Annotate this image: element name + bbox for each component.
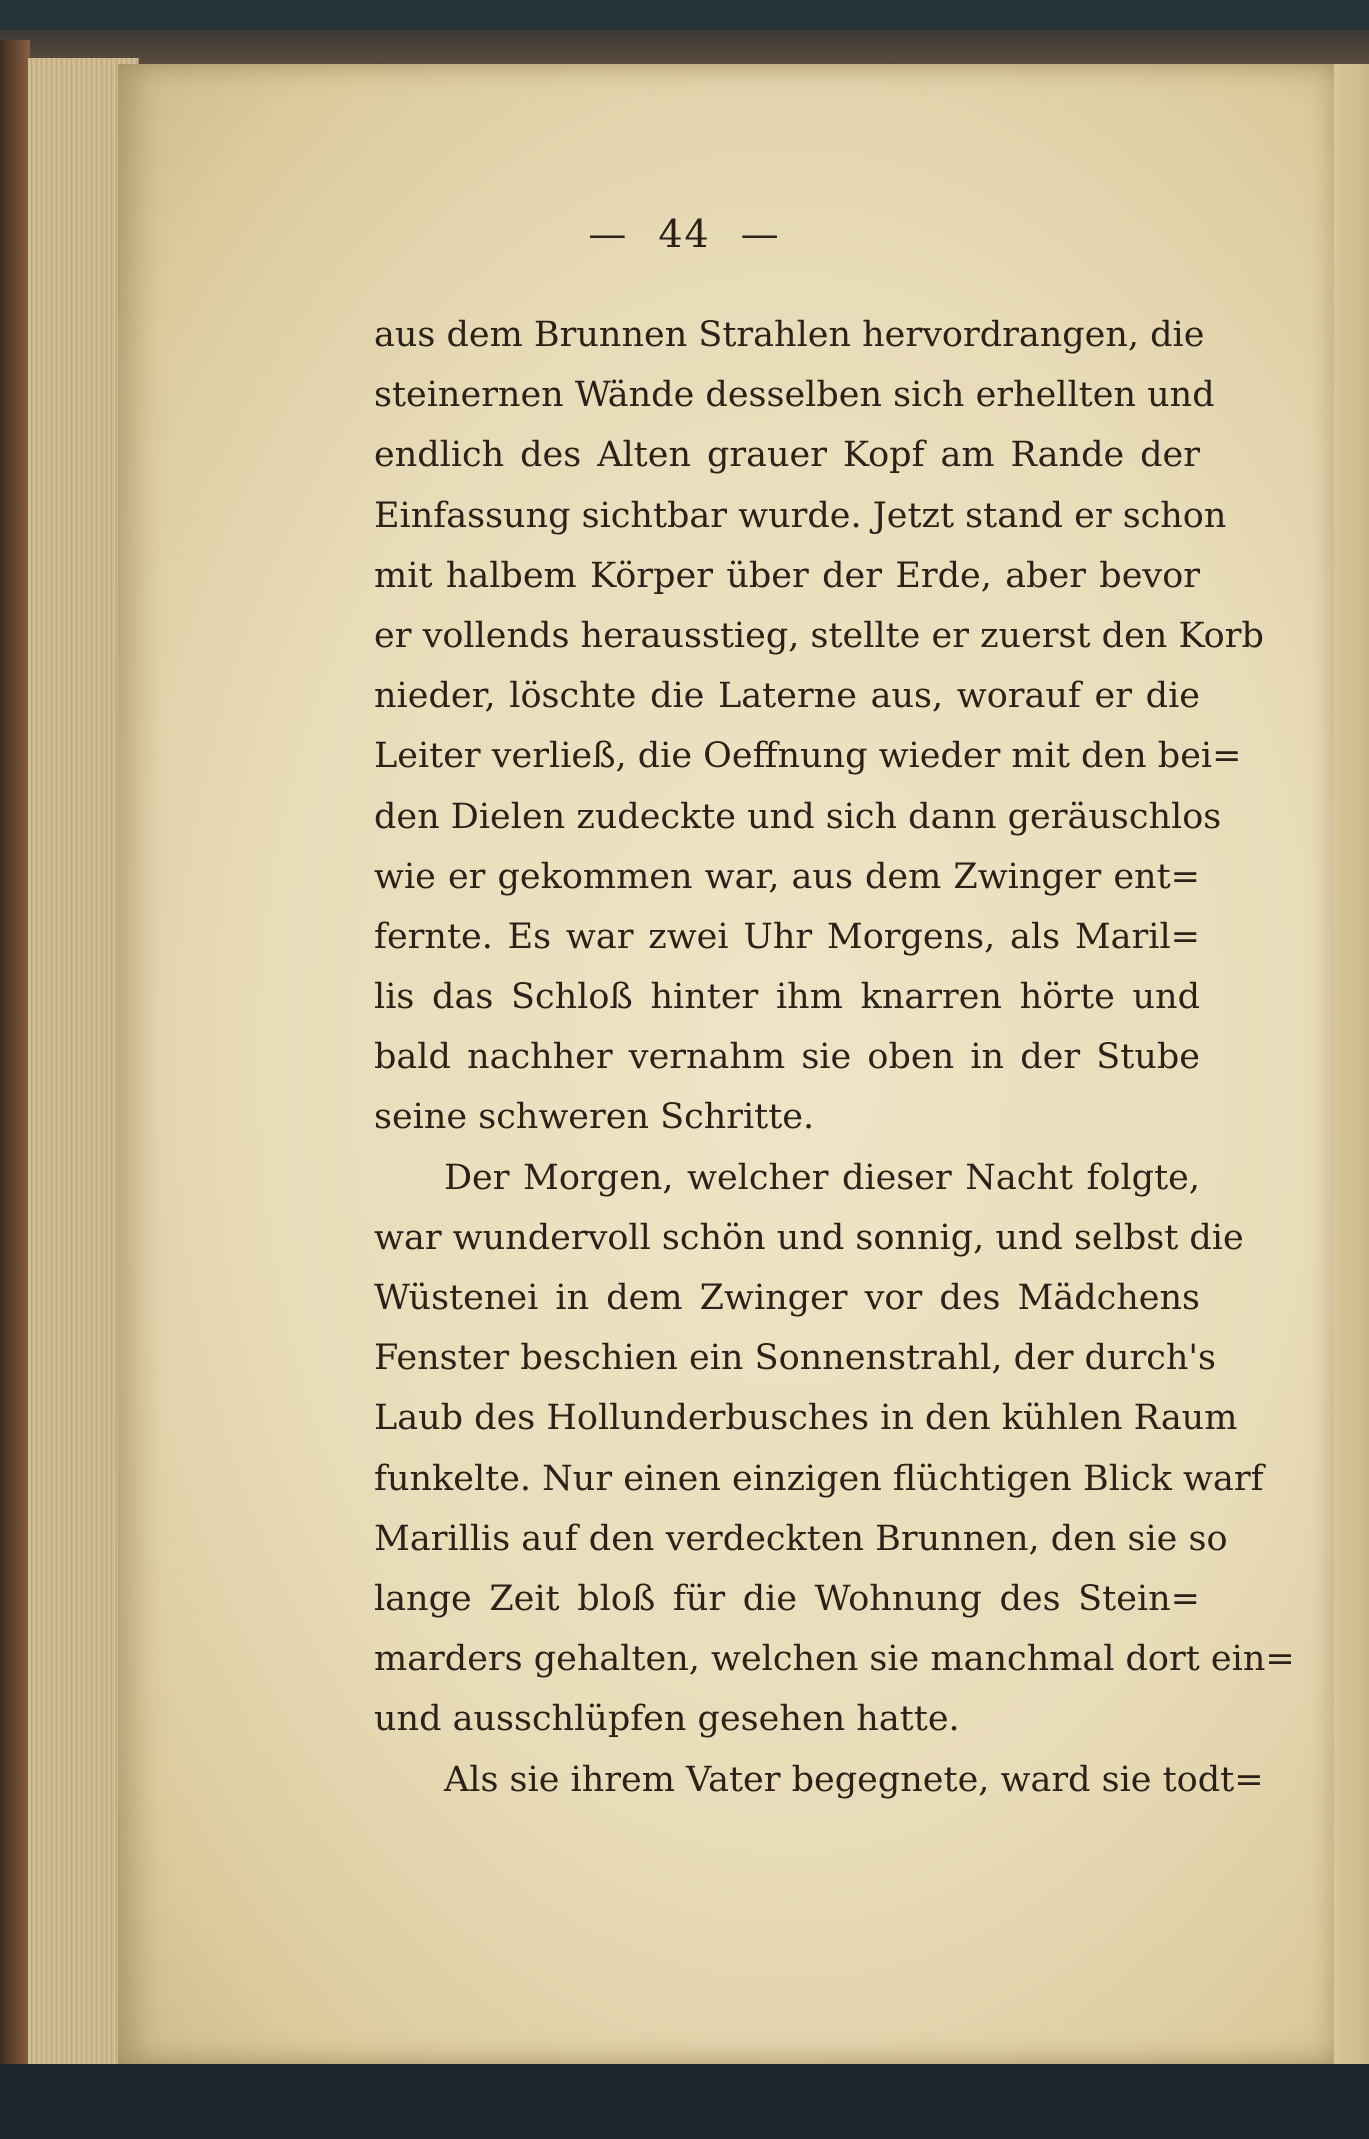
text-line: und ausschlüpfen gesehen hatte.	[374, 1699, 960, 1740]
text-line: aus dem Brunnen Strahlen hervordrangen, die	[374, 315, 1205, 355]
page-number-dash-left: —	[588, 212, 629, 256]
text-line: mit halbem Körper über der Erde, aber bevor	[374, 555, 1200, 596]
book-cover-left-edge	[0, 40, 30, 2080]
facing-page-edge	[1334, 64, 1369, 2064]
text-line: endlich des Alten grauer Kopf am Rande der	[374, 435, 1200, 476]
text-line: lange Zeit bloß für die Wohnung des Stein=	[374, 1578, 1200, 1619]
text-line: er vollends herausstieg, stellte er zuerst den Korb	[374, 615, 1264, 656]
text-line: lis das Schloß hinter ihm knarren hörte und	[374, 977, 1200, 1018]
page-number-dash-right: —	[740, 212, 781, 256]
page-number: 44	[658, 212, 711, 256]
body-text	[374, 305, 1295, 1810]
text-line: war wundervoll schön und sonnig, und selbst die	[374, 1217, 1244, 1258]
text-line: Einfassung sichtbar wurde. Jetzt stand er schon	[374, 495, 1227, 536]
paragraph-1	[374, 305, 1264, 1148]
page-header	[0, 212, 1369, 256]
paragraph-2	[374, 1148, 1295, 1750]
text-line: bald nachher vernahm sie oben in der Stube	[374, 1037, 1200, 1078]
text-line: wie er gekommen war, aus dem Zwinger ent=	[374, 856, 1200, 897]
text-line: den Dielen zudeckte und sich dann geräuschlos	[374, 796, 1222, 837]
text-line: Leiter verließ, die Oeffnung wieder mit den bei=	[374, 736, 1242, 777]
text-line: marders gehalten, welchen sie manchmal dort ein=	[374, 1639, 1295, 1680]
scan-background-bottom	[0, 2064, 1369, 2139]
paragraph-3	[374, 1750, 1264, 1810]
text-line: seine schweren Schritte.	[374, 1097, 815, 1138]
text-line: Als sie ihrem Vater begegnete, ward sie todt=	[444, 1759, 1264, 1800]
text-line: Wüstenei in dem Zwinger vor des Mädchens	[374, 1278, 1200, 1318]
text-line: steinernen Wände desselben sich erhellten und	[374, 375, 1215, 416]
text-line: Laub des Hollunderbusches in den kühlen Raum	[374, 1398, 1238, 1439]
text-line: Der Morgen, welcher dieser Nacht folgte,	[444, 1157, 1200, 1198]
text-line: nieder, löschte die Laterne aus, worauf er die	[374, 676, 1200, 717]
text-line: funkelte. Nur einen einzigen flüchtigen Blick warf	[374, 1458, 1264, 1499]
text-line: Marillis auf den verdeckten Brunnen, den sie so	[374, 1518, 1228, 1559]
text-line: Fenster beschien ein Sonnenstrahl, der durch's	[374, 1338, 1216, 1379]
text-line: fernte. Es war zwei Uhr Morgens, als Maril=	[374, 916, 1200, 957]
